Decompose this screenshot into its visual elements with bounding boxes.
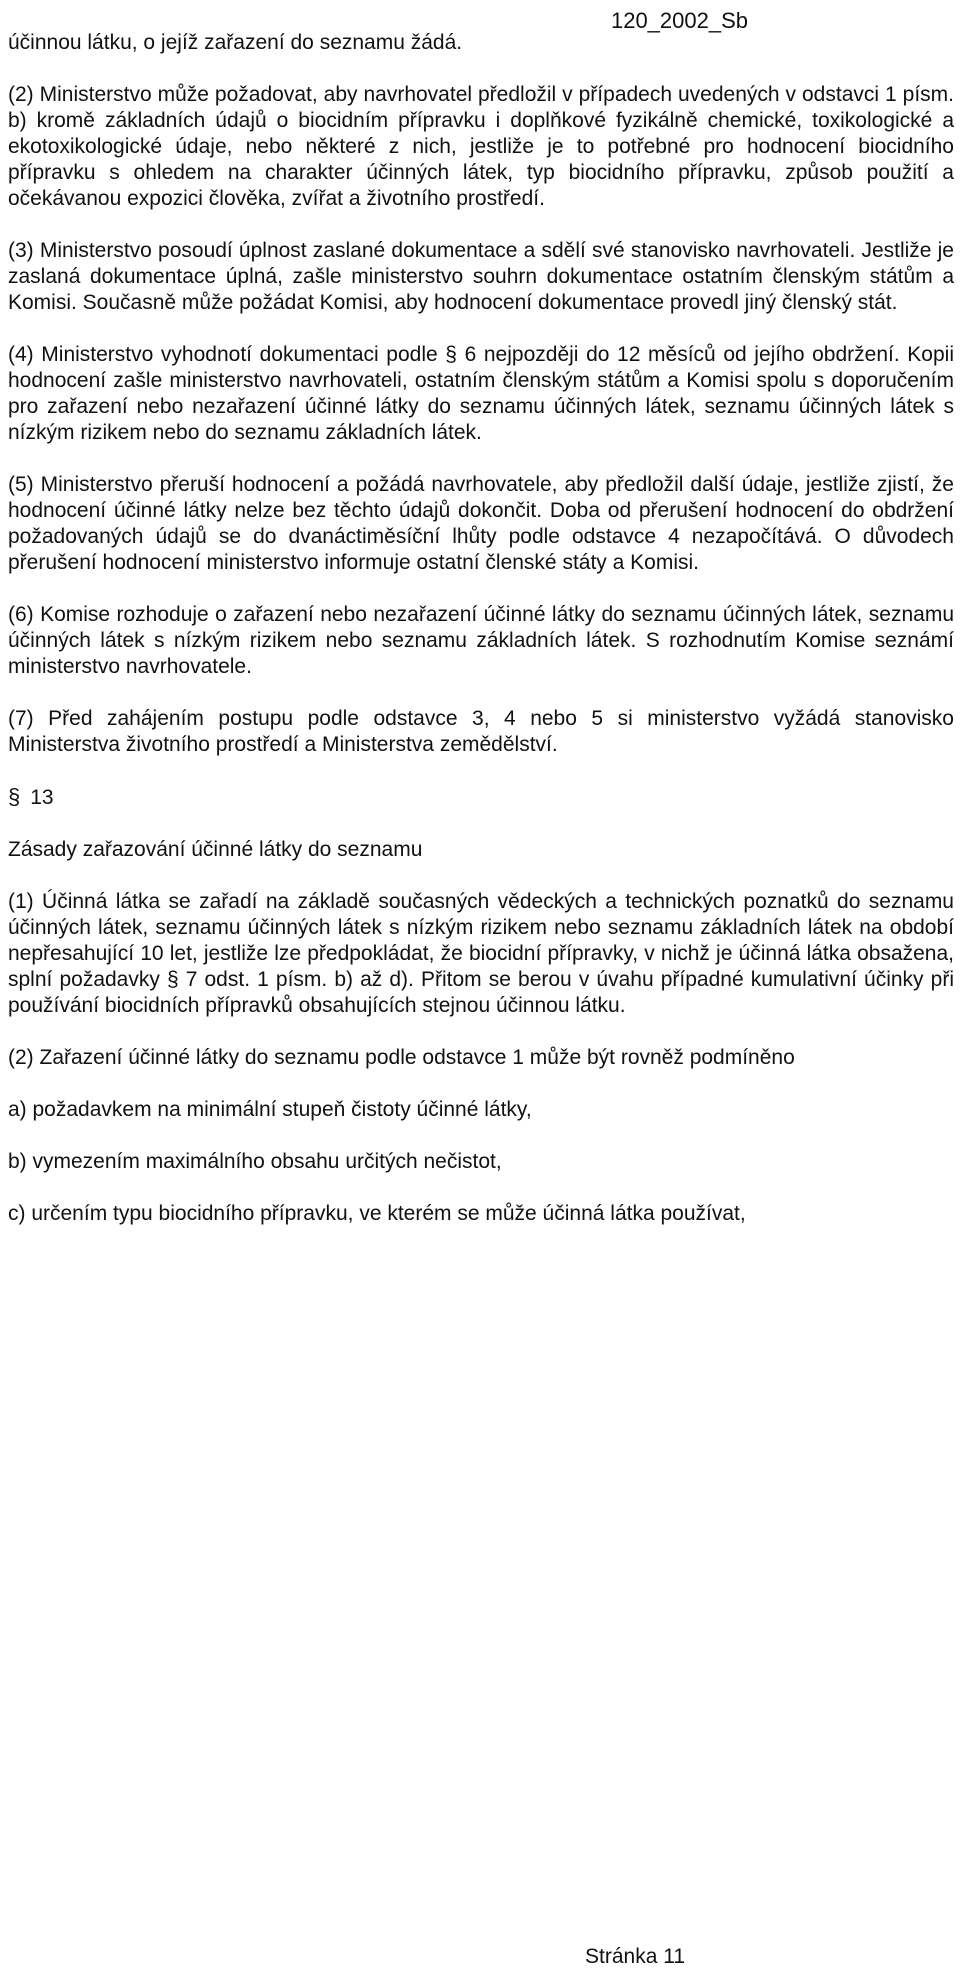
section-paragraph-1: (1) Účinná látka se zařadí na základě současných vědeckých a technických poznatků do seznamu účinných látek, seznamu účinných látek s nízkým rizikem nebo seznamu základních látek na období nepřesahující 10 let, jestliže lze předpokládat, že biocidní přípravky, v nichž je účinná látka obsažena, splní požadavky § 7 odst. 1 písm. b) až d). Přitom se berou v úvahu případné kumulativní účinky při používání biocidních přípravků obsahujících stejnou účinnou látku. <box>8 890 954 1017</box>
section-heading <box>8 784 954 811</box>
paragraph-7: (7) Před zahájením postupu podle odstavce 3, 4 nebo 5 si ministerstvo vyžádá stanovisko Ministerstva životního prostředí a Ministerstva zemědělství. <box>8 707 954 756</box>
paragraph-3: (3) Ministerstvo posoudí úplnost zaslané dokumentace a sdělí své stanovisko navrhovateli. Jestliže je zaslaná dokumentace úplná, zašle ministerstvo souhrn dokumentace ostatním členským státům a Komisi. Současně může požádat Komisi, aby hodnocení dokumentace provedl jiný členský stát. <box>8 239 954 314</box>
paragraph-6: (6) Komise rozhoduje o zařazení nebo nezařazení účinné látky do seznamu účinných látek, seznamu účinných látek s nízkým rizikem nebo seznamu základních látek. S rozhodnutím Komise seznámí ministerstvo navrhovatele. <box>8 603 954 678</box>
intro-line: účinnou látku, o jejíž zařazení do seznamu žádá. <box>8 31 463 54</box>
document-id: 120_2002_Sb <box>610 8 748 33</box>
paragraph-2: (2) Ministerstvo může požadovat, aby navrhovatel předložil v případech uvedených v odstavci 1 písm. b) kromě základních údajů o biocidním přípravku i doplňkové fyzikálně chemické, toxikologické a ekotoxikologické údaje, nebo některé z nich, jestliže je to potřebné pro hodnocení biocidního přípravku s ohledem na charakter účinných látek, typ biocidního přípravku, způsob použití a očekávanou expozici člověka, zvířat a životního prostředí. <box>8 83 954 210</box>
list-item-a: a) požadavkem na minimální stupeň čistoty účinné látky, <box>8 1098 532 1121</box>
section-mark: § <box>8 784 21 809</box>
document-body <box>8 30 954 1253</box>
list-item-c: c) určením typu biocidního přípravku, ve kterém se může účinná látka používat, <box>8 1202 746 1225</box>
section-number: 13 <box>30 786 54 809</box>
section-title: Zásady zařazování účinné látky do seznamu <box>8 838 423 861</box>
list-item-b: b) vymezením maximálního obsahu určitých nečistot, <box>8 1150 502 1173</box>
paragraph-4: (4) Ministerstvo vyhodnotí dokumentaci podle § 6 nejpozději do 12 měsíců od jejího obdržení. Kopii hodnocení zašle ministerstvo navrhovateli, ostatním členským státům a Komisi spolu s doporučením pro zařazení nebo nezařazení účinné látky do seznamu účinných látek, seznamu účinných látek s nízkým rizikem nebo do seznamu základních látek. <box>8 343 954 444</box>
section-paragraph-2: (2) Zařazení účinné látky do seznamu podle odstavce 1 může být rovněž podmíněno <box>8 1046 795 1069</box>
paragraph-5: (5) Ministerstvo přeruší hodnocení a požádá navrhovatele, aby předložil další údaje, jestliže zjistí, že hodnocení účinné látky nelze bez těchto údajů dokončit. Doba od přerušení hodnocení do obdržení požadovaných údajů se do dvanáctiměsíční lhůty podle odstavce 4 nezapočítává. O důvodech přerušení hodnocení ministerstvo informuje ostatní členské státy a Komisi. <box>8 473 954 574</box>
page-number: Stránka 11 <box>585 1945 686 1968</box>
